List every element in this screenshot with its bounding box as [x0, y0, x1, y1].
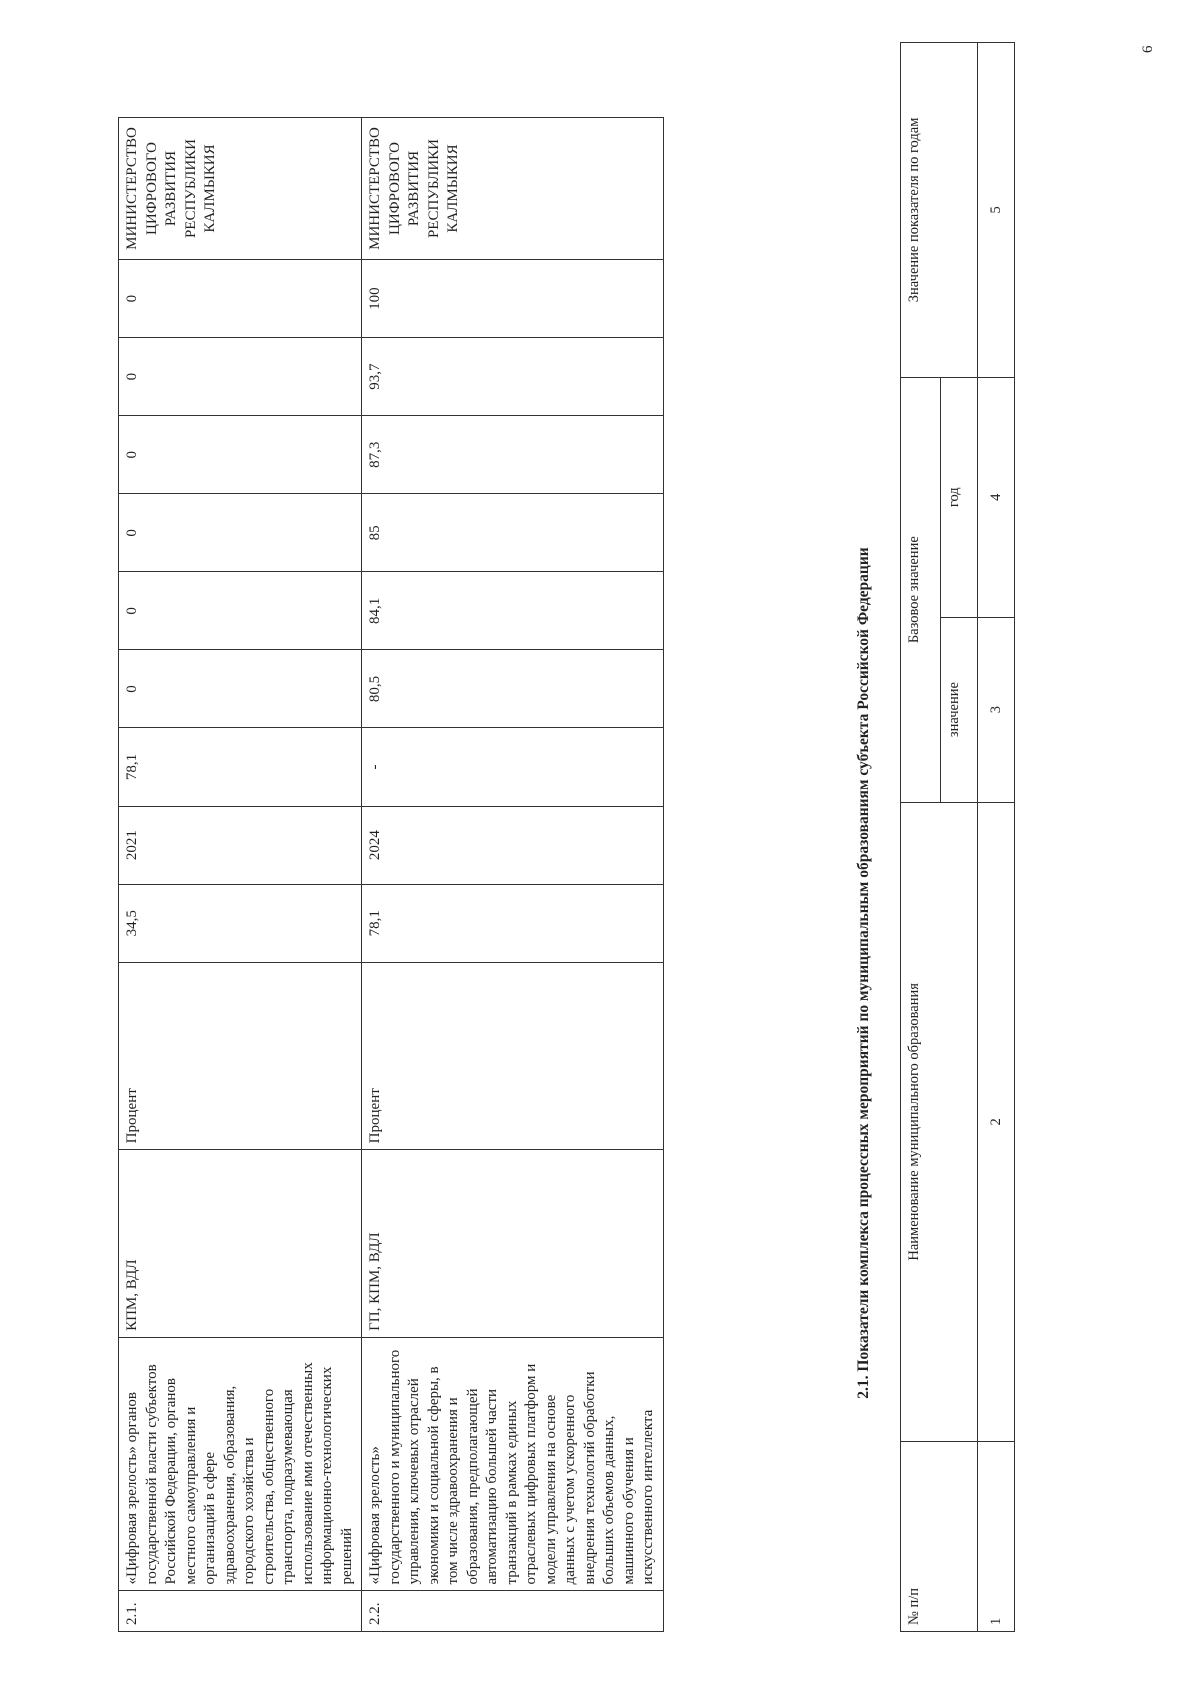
year-value: 85	[362, 494, 664, 572]
year-value: 0	[119, 572, 362, 650]
column-number: 4	[978, 377, 1015, 617]
table-row	[362, 118, 664, 1632]
indicator-level: КПМ, ВДЛ	[119, 1150, 362, 1338]
base-value: 78,1	[362, 884, 664, 962]
header-year: год	[941, 377, 978, 617]
year-value: 0	[119, 650, 362, 728]
row-number: 2.1.	[119, 1591, 362, 1632]
table-header-row	[901, 43, 941, 1632]
section-heading: 2.1. Показатели комплекса процессных мероприятий по муниципальным образованиям субъекта Российской Федерации	[855, 547, 872, 1399]
indicators-table	[118, 117, 664, 1632]
indicator-level: ГП, КПМ, ВДЛ	[362, 1150, 664, 1338]
table-row	[978, 43, 1015, 1632]
header-municipality-name: Наименование муниципального образования	[901, 802, 978, 1442]
unit-of-measure: Процент	[362, 962, 664, 1150]
column-number: 1	[978, 1442, 1015, 1632]
header-number: № п/п	[901, 1442, 978, 1632]
column-number: 5	[978, 43, 1015, 378]
header-base-value: Базовое значение	[901, 377, 941, 802]
base-value: 34,5	[119, 884, 362, 962]
base-year: 2024	[362, 806, 664, 884]
indicator-name: «Цифровая зрелость» органов государственной власти субъектов Российской Федерации, органов местного самоуправления и организаций в сфере здравоохранения, образования, городского хозяйства и строительства, общественного транспорта, подразумевающая использование ими отечественных информационно-технологических решений	[119, 1337, 362, 1591]
indicator-name: «Цифровая зрелость» государственного и муниципального управления, ключевых отраслей экономики и социальной сферы, в том числе здравоохранения и образования, предполагающей автоматизацию большей части транзакций в рамках единых отраслевых цифровых платформ и модели управления на основе данных с учетом ускоренного внедрения технологий обработки больших объемов данных, машинного обучения и искусственного интеллекта	[362, 1337, 664, 1591]
column-number: 2	[978, 802, 1015, 1442]
year-value: 0	[119, 260, 362, 338]
table-row	[119, 118, 362, 1632]
year-value: 0	[119, 416, 362, 494]
year-value: 0	[119, 494, 362, 572]
responsible-body: МИНИСТЕРСТВО ЦИФРОВОГО РАЗВИТИЯ РЕСПУБЛИКИ КАЛМЫКИЯ	[119, 118, 362, 260]
row-number: 2.2.	[362, 1591, 664, 1632]
page-number: 6	[1140, 45, 1156, 53]
header-values-by-year: Значение показателя по годам	[901, 43, 978, 378]
year-value: 93,7	[362, 338, 664, 416]
municipal-indicators-table	[900, 42, 1015, 1632]
header-value: значение	[941, 617, 978, 802]
year-value: 100	[362, 260, 664, 338]
base-year: 2021	[119, 806, 362, 884]
responsible-body: МИНИСТЕРСТВО ЦИФРОВОГО РАЗВИТИЯ РЕСПУБЛИКИ КАЛМЫКИЯ	[362, 118, 664, 260]
unit-of-measure: Процент	[119, 962, 362, 1150]
year-value: 80,5	[362, 650, 664, 728]
column-number: 3	[978, 617, 1015, 802]
year-value: 84,1	[362, 572, 664, 650]
year-value: 0	[119, 338, 362, 416]
year-value: 78,1	[119, 728, 362, 806]
year-value: -	[362, 728, 664, 806]
year-value: 87,3	[362, 416, 664, 494]
